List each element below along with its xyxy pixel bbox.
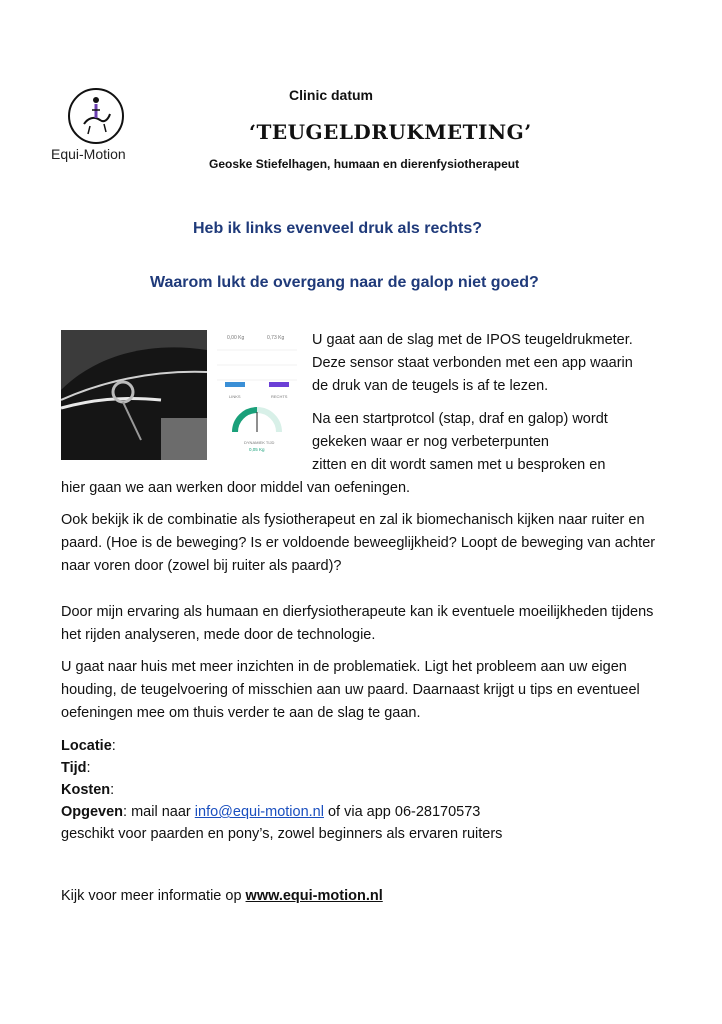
paragraph-1: U gaat aan de slag met de IPOS teugeldrukmeter. Deze sensor staat verbonden met een app waarin de druk van de teugels is af te lezen.: [312, 332, 633, 394]
author-line: Geoske Stiefelhagen, humaan en dierenfysiotherapeut: [209, 157, 520, 171]
signup-row: Opgeven: mail naar info@equi-motion.nl of via app 06-28170573: [61, 804, 481, 820]
email-link[interactable]: info@equi-motion.nl: [194, 804, 324, 820]
left-label: LINKS: [229, 394, 241, 399]
paragraph-3: Ook bekijk ik de combinatie als fysiotherapeut en zal ik biomechanisch kijken naar ruiter en paard. (Hoe is de beweging? Is er voldoende beweeglijkheid? Loopt de beweging van achter naar voren door (zowel bij ruiter als paard)?: [61, 512, 656, 574]
right-label: RECHTS: [271, 394, 288, 399]
left-value-label: 0,00 Kg: [227, 335, 245, 341]
location-row: Locatie:: [61, 738, 116, 754]
gauge-value: 0,05 Kg: [249, 447, 265, 452]
paragraph-5: U gaat naar huis met meer inzichten in de problematiek. Ligt het probleem aan uw eigen houding, de teugelvoering of misschien aan uw paard. Daarnaast krijgt u tips en eventueel oefeningen mee om thuis verder te aan de slag te gaan.: [61, 659, 640, 721]
question-2: Waarom lukt de overgang naar de galop niet goed?: [150, 274, 539, 291]
footer: Kijk voor meer informatie op www.equi-motion.nl: [61, 888, 383, 904]
logo-text: Equi-Motion: [51, 146, 126, 162]
paragraph-4: Door mijn ervaring als humaan en dierfysiotherapeute kan ik eventuele moeilijkheden tijdens het rijden analyseren, mede door de technologie.: [61, 604, 654, 643]
page-title: ‘TEUGELDRUKMETING’: [249, 120, 532, 144]
gauge-label: DYNAMIEK TIJD: [244, 440, 275, 445]
clinic-date-label: Clinic datum: [289, 87, 374, 103]
details-block: [61, 735, 669, 845]
right-value-label: 0,73 Kg: [267, 335, 285, 341]
gauge-arc: [235, 410, 257, 432]
paragraph-2: Na een startprotcol (stap, draf en galop) wordt gekeken waar er nog verbeterpunten zitten en dit wordt samen met u besproken en: [312, 411, 608, 473]
question-1: Heb ik links evenveel druk als rechts?: [193, 220, 483, 237]
suitability-note: geschikt voor paarden en pony’s, zowel beginners als ervaren ruiters: [61, 826, 503, 842]
right-pressure-bar: [269, 382, 289, 387]
website-link[interactable]: www.equi-motion.nl: [245, 888, 383, 904]
app-screenshot: [211, 330, 303, 460]
logo-emblem: [68, 88, 124, 144]
paragraph-2-end: hier gaan we aan werken door middel van oefeningen.: [61, 480, 411, 496]
horse-photo: [61, 330, 207, 460]
left-pressure-bar: [225, 382, 245, 387]
horse-rider-logo-icon: [70, 90, 122, 142]
time-row: Tijd:: [61, 760, 91, 776]
cost-row: Kosten:: [61, 782, 115, 798]
